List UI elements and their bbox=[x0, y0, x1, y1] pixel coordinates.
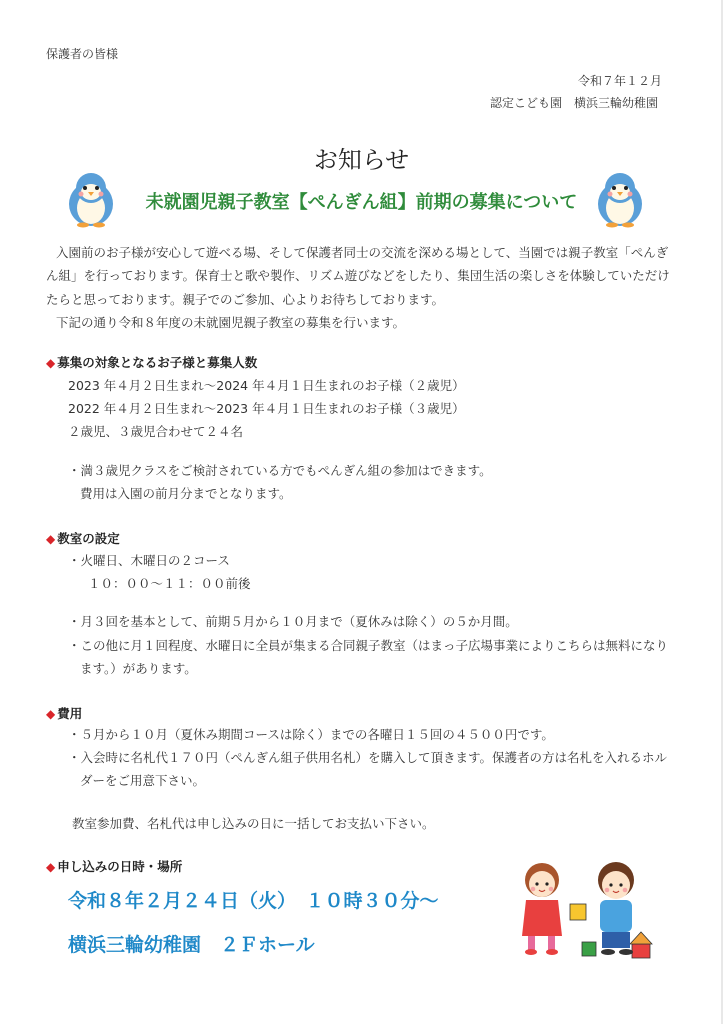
payment-note: 教室参加費、名札代は申し込みの日に一括してお支払い下さい。 bbox=[72, 816, 435, 831]
diamond-bullet-icon: ◆ bbox=[46, 860, 56, 874]
addressee: 保護者の皆様 bbox=[46, 47, 119, 61]
note-line: 費用は入園の前月分までとなります。 bbox=[80, 486, 292, 501]
application-datetime: 令和８年２月２４日（火） １０時３０分～ bbox=[68, 890, 439, 912]
section-heading: ◆ 募集の対象となるお子様と募集人数 bbox=[46, 355, 258, 370]
note-line: ・満３歳児クラスをご検討されている方でもぺんぎん組の参加はできます。 bbox=[68, 463, 492, 478]
schedule-line: ます。）があります。 bbox=[80, 661, 197, 676]
intro-line: たらと思っております。親子でのご参加、心よりお待ちしております。 bbox=[46, 292, 445, 307]
issue-date: 令和７年１２月 bbox=[578, 74, 663, 88]
intro-line: 下記の通り令和８年度の未就園児親子教室の募集を行います。 bbox=[56, 315, 406, 330]
fee-line: ダーをご用意下さい。 bbox=[80, 773, 206, 788]
diamond-bullet-icon: ◆ bbox=[46, 356, 56, 370]
fee-line: ・５月から１０月（夏休み期間コースは除く）までの各曜日１５回の４５００円です。 bbox=[68, 727, 554, 742]
intro-line: 入園前のお子様が安心して遊べる場、そして保護者同士の交流を深める場として、当園では親子教室「ぺんぎ bbox=[56, 245, 669, 260]
diamond-bullet-icon: ◆ bbox=[46, 532, 56, 546]
section-heading: ◆ 教室の設定 bbox=[46, 531, 120, 546]
eligibility-line: 2022 年４月２日生まれ～2023 年４月１日生まれのお子様（３歳児） bbox=[68, 401, 465, 416]
schedule-line: ・この他に月１回程度、水曜日に全員が集まる合同親子教室（はまっ子広場事業によりこちらは無料になり bbox=[68, 638, 669, 653]
sender: 認定こども園 横浜三輪幼稚園 bbox=[490, 96, 659, 110]
eligibility-line: 2023 年４月２日生まれ～2024 年４月１日生まれのお子様（２歳児） bbox=[68, 378, 465, 393]
diamond-bullet-icon: ◆ bbox=[46, 707, 56, 721]
schedule-time: １０：００～１１：００前後 bbox=[88, 576, 251, 591]
section-heading: ◆ 申し込みの日時・場所 bbox=[46, 859, 183, 874]
application-place: 横浜三輪幼稚園 ２Ｆホール bbox=[68, 934, 315, 956]
intro-line: ん組」を行っております。保育士と歌や製作、リズム遊びなどをしたり、集団生活の楽しさを体験していただけ bbox=[46, 268, 670, 283]
fee-line: ・入会時に名札代１７０円（ぺんぎん組子供用名札）を購入して頂きます。保護者の方は名札を入れるホル bbox=[68, 750, 668, 765]
capacity-line: ２歳児、３歳児合わせて２４名 bbox=[68, 424, 244, 439]
section-heading: ◆ 費用 bbox=[46, 706, 83, 721]
schedule-line: ・火曜日、木曜日の２コース bbox=[68, 553, 230, 568]
schedule-line: ・月３回を基本として、前期５月から１０月まで（夏休みは除く）の５か月間。 bbox=[68, 614, 518, 629]
children-playing-illustration bbox=[512, 858, 662, 970]
subtitle: 未就園児親子教室【ぺんぎん組】前期の募集について bbox=[145, 192, 578, 213]
page-title: お知らせ bbox=[313, 146, 410, 174]
